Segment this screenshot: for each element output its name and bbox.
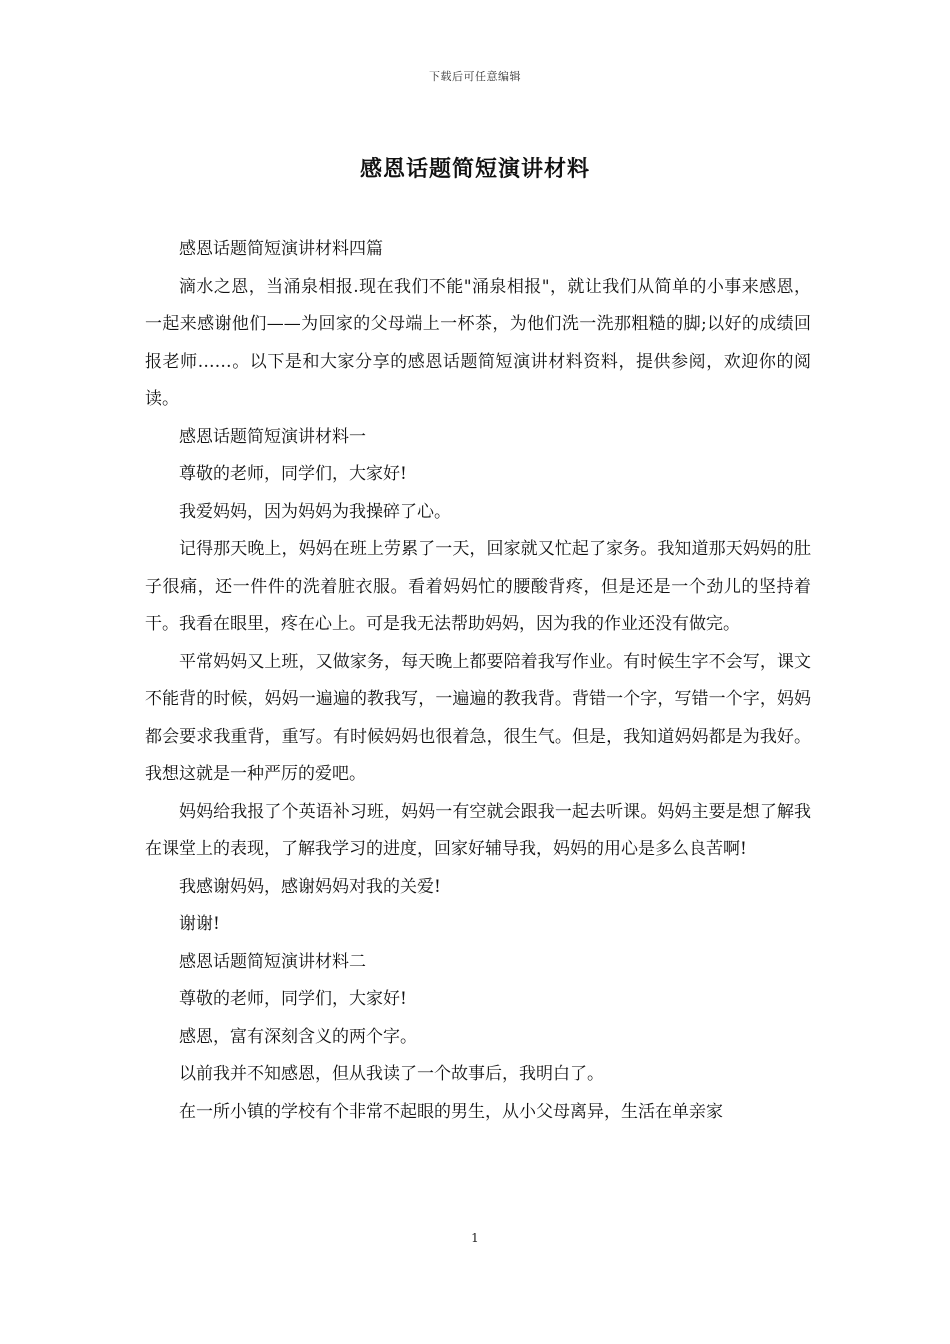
- paragraph: 感恩话题简短演讲材料四篇: [179, 239, 383, 259]
- paragraph: 平常妈妈又上班，又做家务，每天晚上都要陪着我写作业。有时候生字不会写，课文不能背的时候，妈妈一遍遍的教我写，一遍遍的教我背。背错一个字，写错一个字，妈妈都会要求我重背，重写。有时候妈妈也很着急，很生气。但是，我知道妈妈都是为我好。我想这就是一种严厉的爱吧。: [145, 651, 811, 784]
- document-title: 感恩话题简短演讲材料: [359, 156, 590, 182]
- paragraph: 妈妈给我报了个英语补习班，妈妈一有空就会跟我一起去听课。妈妈主要是想了解我在课堂上的表现，了解我学习的进度，回家好辅导我，妈妈的用心是多么良苦啊!: [145, 801, 811, 859]
- paragraph: 感恩话题简短演讲材料二: [179, 951, 366, 972]
- paragraph: 我爱妈妈，因为妈妈为我操碎了心。: [179, 501, 451, 522]
- paragraph: 我感谢妈妈，感谢妈妈对我的关爱!: [179, 876, 441, 897]
- page-number: 1: [471, 1231, 479, 1245]
- paragraph: 以前我并不知感恩，但从我读了一个故事后，我明白了。: [179, 1064, 604, 1084]
- paragraph: 记得那天晚上，妈妈在班上劳累了一天，回家就又忙起了家务。我知道那天妈妈的肚子很痛，还一件件的洗着脏衣服。看着妈妈忙的腰酸背疼，但是还是一个劲儿的坚持着干。我看在眼里，疼在心上。可是我无法帮助妈妈，因为我的作业还没有做完。: [145, 539, 811, 634]
- paragraph: 谢谢!: [179, 914, 220, 934]
- document-body: [145, 231, 811, 1131]
- paragraph: 滴水之恩，当涌泉相报.现在我们不能"涌泉相报"，就让我们从简单的小事来感恩，一起来感谢他们——为回家的父母端上一杯茶，为他们洗一洗那粗糙的脚;以好的成绩回报老师……。以下是和大家分享的感恩话题简短演讲材料资料，提供参阅，欢迎你的阅读。: [145, 276, 811, 409]
- paragraph: 在一所小镇的学校有个非常不起眼的男生，从小父母离异，生活在单亲家: [179, 1101, 723, 1122]
- paragraph: 尊敬的老师，同学们，大家好!: [179, 989, 407, 1009]
- header-note: 下载后可任意编辑: [429, 70, 521, 83]
- paragraph: 感恩话题简短演讲材料一: [179, 426, 366, 447]
- paragraph: 感恩，富有深刻含义的两个字。: [179, 1026, 417, 1047]
- paragraph: 尊敬的老师，同学们，大家好!: [179, 464, 407, 484]
